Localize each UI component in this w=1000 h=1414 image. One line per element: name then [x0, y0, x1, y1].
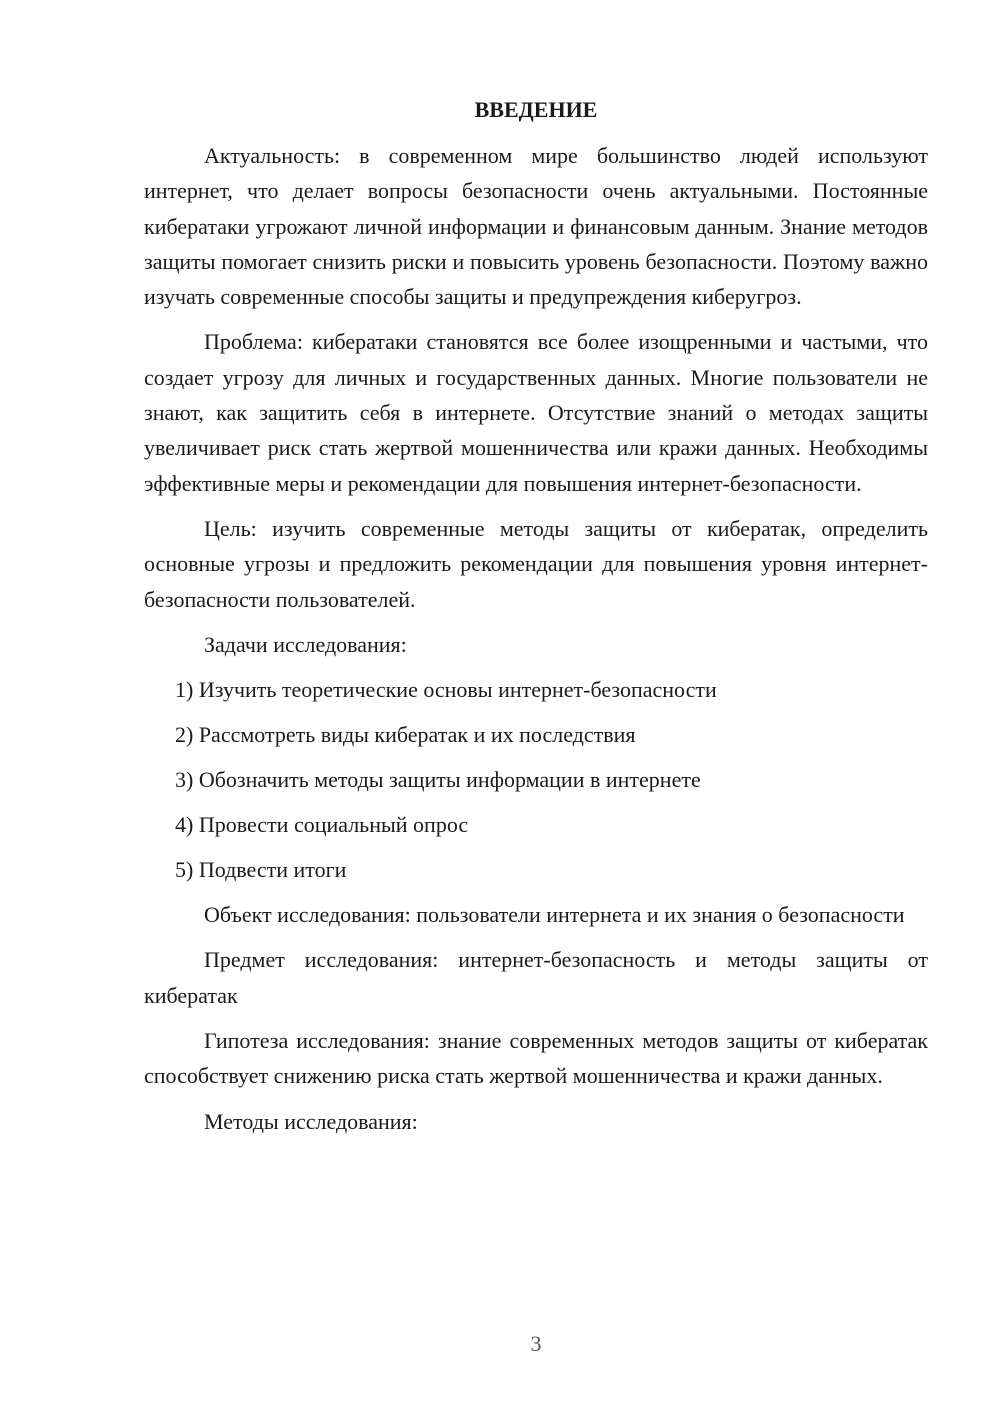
paragraph-hypothesis: Гипотеза исследования: знание современных методов защиты от кибератак способствует снижению риска стать жертвой мошенничества и кражи данных.	[144, 1028, 928, 1089]
paragraph-subject: Предмет исследования: интернет-безопасность и методы защиты от кибератак	[144, 947, 928, 1008]
task-list	[144, 672, 928, 887]
paragraph-object: Объект исследования: пользователи интернета и их знания о безопасности	[204, 902, 905, 928]
list-item: 1) Изучить теоретические основы интернет-безопасности	[175, 677, 717, 703]
section-title: ВВЕДЕНИЕ	[474, 97, 598, 122]
paragraph-methods: Методы исследования:	[204, 1108, 418, 1134]
paragraph-tasks-heading: Задачи исследования:	[204, 631, 407, 657]
list-item: 2) Рассмотреть виды кибератак и их последствия	[175, 722, 636, 748]
paragraph-goal: Цель: изучить современные методы защиты от кибератак, определить основные угрозы и предложить рекомендации для повышения уровня интернет-безопасности пользователей.	[144, 515, 928, 612]
page-number: 3	[530, 1331, 542, 1356]
list-item: 3) Обозначить методы защиты информации в интернете	[175, 767, 701, 793]
paragraph-problem: Проблема: кибератаки становятся все более изощренными и частыми, что создает угрозу для личных и государственных данных. Многие пользователи не знают, как защитить себя в интернете. Отсутствие знаний о методах защиты увеличивает риск стать жертвой мошенничества или кражи данных. Необходимы эффективные меры и рекомендации для повышения интернет-безопасности.	[144, 329, 928, 496]
list-item: 4) Провести социальный опрос	[175, 812, 469, 838]
list-item: 5) Подвести итоги	[175, 857, 347, 883]
paragraph-relevance: Актуальность: в современном мире большинство людей используют интернет, что делает вопросы безопасности очень актуальными. Постоянные кибератаки угрожают личной информации и финансовым данным. Знание методов защиты помогает снизить риски и повысить уровень безопасности. Поэтому важно изучать современные способы защиты и предупреждения киберугроз.	[144, 143, 928, 310]
document-page	[144, 92, 928, 1149]
